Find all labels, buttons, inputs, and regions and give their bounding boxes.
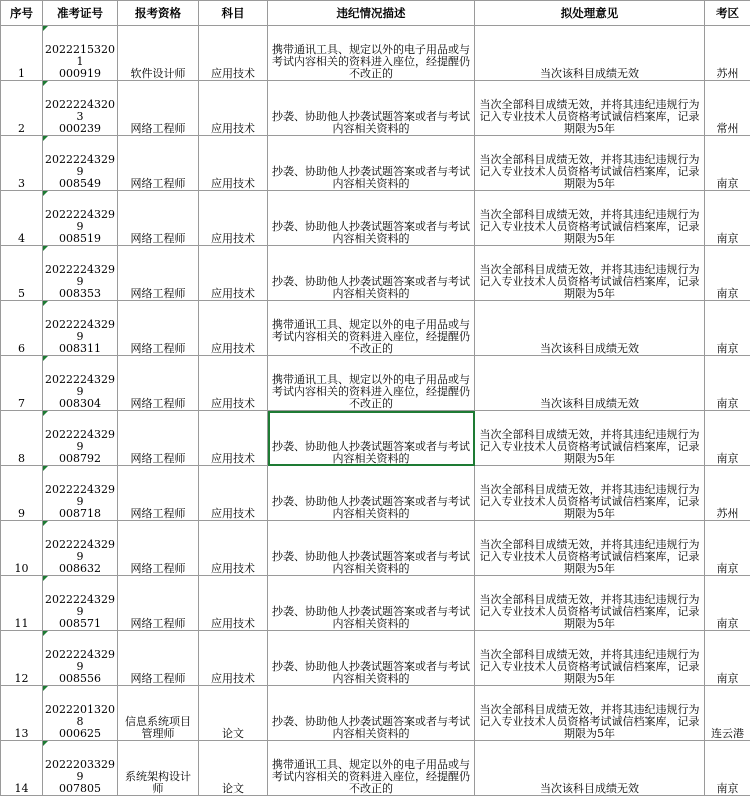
table-row <box>1 136 750 191</box>
exam-id-part-2: 008556 <box>59 672 101 685</box>
qualification-cell[interactable]: 网络工程师 <box>118 136 199 191</box>
exam-id-part-1: 20222243299 <box>45 593 115 618</box>
violation-description-cell[interactable]: 抄袭、协助他人抄袭试题答案或者与考试内容相关资料的 <box>268 246 475 301</box>
exam-id-part-2: 008718 <box>59 507 101 520</box>
row-number-cell[interactable]: 12 <box>1 631 43 686</box>
exam-area-cell[interactable]: 常州 <box>705 81 750 136</box>
subject-cell[interactable]: 应用技术 <box>199 576 268 631</box>
exam-id-part-2: 008304 <box>59 397 101 410</box>
violation-description-cell[interactable]: 携带通讯工具、规定以外的电子用品或与考试内容相关的资料进入座位，经提醒仍不改正的 <box>268 301 475 356</box>
exam-id-cell[interactable] <box>43 466 118 521</box>
exam-id-part-2: 008519 <box>59 232 101 245</box>
violation-description-cell[interactable]: 抄袭、协助他人抄袭试题答案或者与考试内容相关资料的 <box>268 686 475 741</box>
handling-opinion-cell[interactable]: 当次全部科目成绩无效，并将其违纪违规行为记入专业技术人员资格考试诚信档案库，记录期限为5年 <box>475 81 705 136</box>
row-number-cell[interactable]: 8 <box>1 411 43 466</box>
violation-description-cell[interactable]: 携带通讯工具、规定以外的电子用品或与考试内容相关的资料进入座位，经提醒仍不改正的 <box>268 26 475 81</box>
exam-area-cell[interactable]: 南京 <box>705 136 750 191</box>
exam-id-part-2: 008311 <box>59 342 101 355</box>
exam-id-part-1: 20222033299 <box>45 758 115 783</box>
exam-id-cell[interactable] <box>43 741 118 796</box>
subject-cell[interactable]: 应用技术 <box>199 246 268 301</box>
exam-area-cell[interactable]: 南京 <box>705 191 750 246</box>
handling-opinion-cell[interactable]: 当次该科目成绩无效 <box>475 356 705 411</box>
table-row <box>1 191 750 246</box>
subject-cell[interactable]: 应用技术 <box>199 631 268 686</box>
row-number-cell[interactable]: 5 <box>1 246 43 301</box>
exam-area-cell[interactable]: 连云港 <box>705 686 750 741</box>
table-row <box>1 686 750 741</box>
header-cell-subject[interactable]: 科目 <box>199 1 268 26</box>
handling-opinion-cell[interactable]: 当次全部科目成绩无效，并将其违纪违规行为记入专业技术人员资格考试诚信档案库，记录期限为5年 <box>475 466 705 521</box>
exam-id-part-2: 000239 <box>59 122 101 135</box>
header-cell-area[interactable]: 考区 <box>705 1 750 26</box>
qualification-cell[interactable]: 系统架构设计师 <box>118 741 199 796</box>
handling-opinion-cell[interactable]: 当次全部科目成绩无效，并将其违纪违规行为记入专业技术人员资格考试诚信档案库，记录期限为5年 <box>475 686 705 741</box>
row-number-cell[interactable]: 11 <box>1 576 43 631</box>
subject-cell[interactable]: 应用技术 <box>199 301 268 356</box>
exam-id-part-1: 20222243299 <box>45 318 115 343</box>
table-row <box>1 356 750 411</box>
exam-area-cell[interactable]: 南京 <box>705 301 750 356</box>
exam-id-part-1: 20222243299 <box>45 208 115 233</box>
exam-id-part-1: 20222243299 <box>45 263 115 288</box>
qualification-cell[interactable]: 网络工程师 <box>118 466 199 521</box>
violation-description-cell[interactable]: 抄袭、协助他人抄袭试题答案或者与考试内容相关资料的 <box>268 81 475 136</box>
exam-id-part-1: 20222243299 <box>45 483 115 508</box>
header-cell-qualification[interactable]: 报考资格 <box>118 1 199 26</box>
row-number-cell[interactable]: 10 <box>1 521 43 576</box>
exam-id-part-1: 20222243299 <box>45 428 115 453</box>
exam-id-cell[interactable] <box>43 521 118 576</box>
exam-id-cell[interactable] <box>43 576 118 631</box>
subject-cell[interactable]: 应用技术 <box>199 136 268 191</box>
table-row <box>1 631 750 686</box>
header-cell-opinion[interactable]: 拟处理意见 <box>475 1 705 26</box>
exam-id-part-2: 008353 <box>59 287 101 300</box>
violation-description-cell[interactable]: 携带通讯工具、规定以外的电子用品或与考试内容相关的资料进入座位，经提醒仍不改正的 <box>268 741 475 796</box>
violation-description-cell[interactable]: 抄袭、协助他人抄袭试题答案或者与考试内容相关资料的 <box>268 411 475 466</box>
exam-id-part-2: 000919 <box>59 67 101 80</box>
subject-cell[interactable]: 应用技术 <box>199 411 268 466</box>
table-row <box>1 466 750 521</box>
exam-id-part-1: 20222243299 <box>45 373 115 398</box>
exam-area-cell[interactable]: 南京 <box>705 576 750 631</box>
exam-id-part-1: 20222013208 <box>45 703 115 728</box>
exam-area-cell[interactable]: 南京 <box>705 741 750 796</box>
qualification-cell[interactable]: 软件设计师 <box>118 26 199 81</box>
subject-cell[interactable]: 论文 <box>199 741 268 796</box>
exam-id-part-1: 20222243299 <box>45 648 115 673</box>
violation-description-cell[interactable]: 携带通讯工具、规定以外的电子用品或与考试内容相关的资料进入座位，经提醒仍不改正的 <box>268 356 475 411</box>
qualification-cell[interactable]: 网络工程师 <box>118 631 199 686</box>
exam-id-part-1: 20222243299 <box>45 538 115 563</box>
exam-id-cell[interactable] <box>43 686 118 741</box>
row-number-cell[interactable]: 6 <box>1 301 43 356</box>
qualification-cell[interactable]: 网络工程师 <box>118 81 199 136</box>
exam-id-cell[interactable] <box>43 301 118 356</box>
handling-opinion-cell[interactable]: 当次该科目成绩无效 <box>475 741 705 796</box>
row-number-cell[interactable]: 9 <box>1 466 43 521</box>
subject-cell[interactable]: 应用技术 <box>199 191 268 246</box>
qualification-cell[interactable]: 网络工程师 <box>118 521 199 576</box>
subject-cell[interactable]: 应用技术 <box>199 26 268 81</box>
table-row <box>1 26 750 81</box>
violation-description-cell[interactable]: 抄袭、协助他人抄袭试题答案或者与考试内容相关资料的 <box>268 466 475 521</box>
table-row <box>1 741 750 796</box>
qualification-cell[interactable]: 网络工程师 <box>118 576 199 631</box>
subject-cell[interactable]: 应用技术 <box>199 356 268 411</box>
handling-opinion-cell[interactable]: 当次该科目成绩无效 <box>475 301 705 356</box>
exam-id-cell[interactable] <box>43 246 118 301</box>
row-number-cell[interactable]: 2 <box>1 81 43 136</box>
handling-opinion-cell[interactable]: 当次全部科目成绩无效，并将其违纪违规行为记入专业技术人员资格考试诚信档案库，记录期限为5年 <box>475 521 705 576</box>
header-cell-no[interactable]: 序号 <box>1 1 43 26</box>
handling-opinion-cell[interactable]: 当次该科目成绩无效 <box>475 26 705 81</box>
subject-cell[interactable]: 应用技术 <box>199 466 268 521</box>
exam-id-part-2: 007805 <box>59 782 101 795</box>
exam-id-cell[interactable] <box>43 411 118 466</box>
row-number-cell[interactable]: 4 <box>1 191 43 246</box>
exam-id-part-2: 008549 <box>59 177 101 190</box>
qualification-cell[interactable]: 网络工程师 <box>118 411 199 466</box>
violation-description-cell[interactable]: 抄袭、协助他人抄袭试题答案或者与考试内容相关资料的 <box>268 576 475 631</box>
table-row <box>1 576 750 631</box>
exam-area-cell[interactable]: 南京 <box>705 356 750 411</box>
row-number-cell[interactable]: 14 <box>1 741 43 796</box>
exam-id-cell[interactable] <box>43 26 118 81</box>
subject-cell[interactable]: 论文 <box>199 686 268 741</box>
header-cell-exam-id[interactable]: 准考证号 <box>43 1 118 26</box>
violation-description-cell[interactable]: 抄袭、协助他人抄袭试题答案或者与考试内容相关资料的 <box>268 631 475 686</box>
exam-id-part-2: 008632 <box>59 562 101 575</box>
violation-description-cell[interactable]: 抄袭、协助他人抄袭试题答案或者与考试内容相关资料的 <box>268 136 475 191</box>
handling-opinion-cell[interactable]: 当次全部科目成绩无效，并将其违纪违规行为记入专业技术人员资格考试诚信档案库，记录期限为5年 <box>475 136 705 191</box>
qualification-cell[interactable]: 网络工程师 <box>118 191 199 246</box>
table-row <box>1 81 750 136</box>
exam-area-cell[interactable]: 南京 <box>705 411 750 466</box>
exam-id-part-1: 20222243203 <box>45 98 115 123</box>
table-row <box>1 301 750 356</box>
handling-opinion-cell[interactable]: 当次全部科目成绩无效，并将其违纪违规行为记入专业技术人员资格考试诚信档案库，记录期限为5年 <box>475 631 705 686</box>
qualification-cell[interactable]: 网络工程师 <box>118 356 199 411</box>
handling-opinion-cell[interactable]: 当次全部科目成绩无效，并将其违纪违规行为记入专业技术人员资格考试诚信档案库，记录期限为5年 <box>475 411 705 466</box>
exam-area-cell[interactable]: 南京 <box>705 521 750 576</box>
qualification-cell[interactable]: 网络工程师 <box>118 246 199 301</box>
subject-cell[interactable]: 应用技术 <box>199 521 268 576</box>
table-row <box>1 246 750 301</box>
table-row <box>1 521 750 576</box>
row-number-cell[interactable]: 1 <box>1 26 43 81</box>
exam-id-cell[interactable] <box>43 631 118 686</box>
handling-opinion-cell[interactable]: 当次全部科目成绩无效，并将其违纪违规行为记入专业技术人员资格考试诚信档案库，记录期限为5年 <box>475 576 705 631</box>
row-number-cell[interactable]: 3 <box>1 136 43 191</box>
exam-id-part-1: 20222153201 <box>45 43 115 68</box>
exam-area-cell[interactable]: 南京 <box>705 631 750 686</box>
row-number-cell[interactable]: 7 <box>1 356 43 411</box>
violation-description-cell[interactable]: 抄袭、协助他人抄袭试题答案或者与考试内容相关资料的 <box>268 191 475 246</box>
exam-id-part-2: 008792 <box>59 452 101 465</box>
handling-opinion-cell[interactable]: 当次全部科目成绩无效，并将其违纪违规行为记入专业技术人员资格考试诚信档案库，记录期限为5年 <box>475 246 705 301</box>
exam-id-cell[interactable] <box>43 356 118 411</box>
exam-area-cell[interactable]: 南京 <box>705 246 750 301</box>
exam-area-cell[interactable]: 苏州 <box>705 26 750 81</box>
subject-cell[interactable]: 应用技术 <box>199 81 268 136</box>
exam-area-cell[interactable]: 苏州 <box>705 466 750 521</box>
header-cell-description[interactable]: 违纪情况描述 <box>268 1 475 26</box>
handling-opinion-cell[interactable]: 当次全部科目成绩无效，并将其违纪违规行为记入专业技术人员资格考试诚信档案库，记录期限为5年 <box>475 191 705 246</box>
violation-description-cell[interactable]: 抄袭、协助他人抄袭试题答案或者与考试内容相关资料的 <box>268 521 475 576</box>
qualification-cell[interactable]: 信息系统项目管理师 <box>118 686 199 741</box>
row-number-cell[interactable]: 13 <box>1 686 43 741</box>
exam-id-cell[interactable] <box>43 136 118 191</box>
exam-id-part-1: 20222243299 <box>45 153 115 178</box>
exam-id-cell[interactable] <box>43 191 118 246</box>
exam-id-cell[interactable] <box>43 81 118 136</box>
exam-id-part-2: 008571 <box>59 617 101 630</box>
table-row <box>1 411 750 466</box>
header-row <box>1 1 750 26</box>
qualification-cell[interactable]: 网络工程师 <box>118 301 199 356</box>
exam-id-part-2: 000625 <box>59 727 101 740</box>
